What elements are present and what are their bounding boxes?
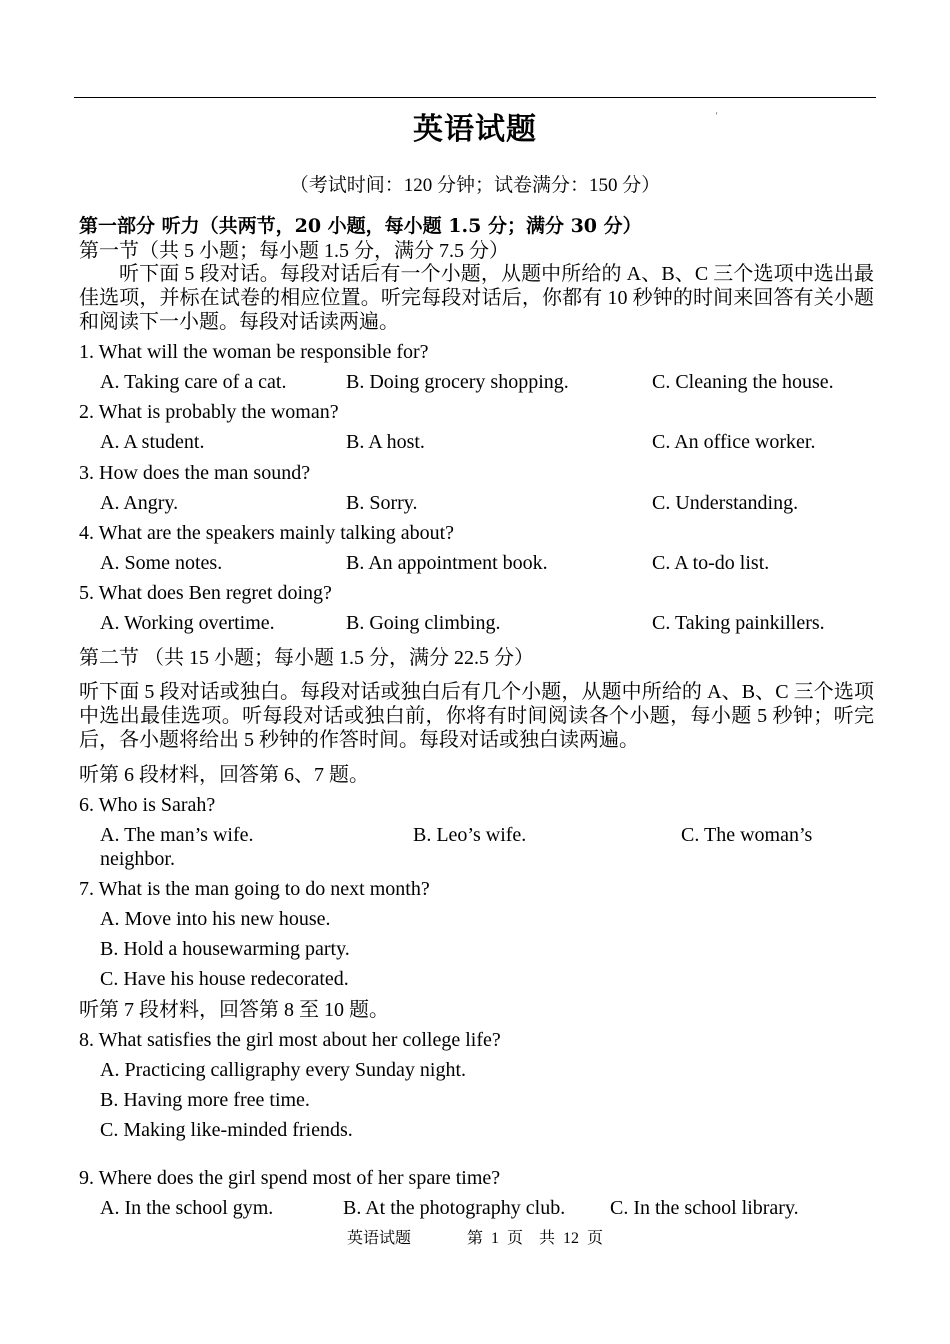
q4-option-b: B. An appointment book. <box>346 552 548 574</box>
question-5: 5. What does Ben regret doing? <box>79 582 332 604</box>
footer-title: 英语试题 <box>346 1230 411 1247</box>
q9-option-c: C. In the school library. <box>610 1197 799 1219</box>
q3-option-a: A. Angry. <box>100 492 179 514</box>
q6-option-c: C. The woman’s <box>681 824 813 846</box>
question-3: 3. How does the man sound? <box>79 462 311 484</box>
q3-option-b: B. Sorry. <box>346 492 418 514</box>
section2-heading: 第二节 （共 15 小题；每小题 1.5 分，满分 22.5 分） <box>79 647 534 669</box>
q7-option-b: B. Hold a housewarming party. <box>100 938 350 960</box>
q5-option-b: B. Going climbing. <box>346 612 501 634</box>
q9-option-a: A. In the school gym. <box>100 1197 274 1219</box>
q8-option-a: A. Practicing calligraphy every Sunday night. <box>100 1059 467 1081</box>
question-1: 1. What will the woman be responsible for? <box>79 341 429 363</box>
question-2: 2. What is probably the woman? <box>79 401 339 423</box>
part1-heading: 第一部分 听力（共两节，20 小题，每小题 1.5 分；满分 30 分） <box>79 215 642 237</box>
top-rule <box>74 97 876 98</box>
page-footer <box>0 1227 950 1251</box>
q8-option-c: C. Making like-minded friends. <box>100 1119 353 1141</box>
q7-option-a: A. Move into his new house. <box>100 908 331 930</box>
q6-option-c-continued: neighbor. <box>100 848 175 870</box>
q5-option-a: A. Working overtime. <box>100 612 275 634</box>
q2-option-b: B. A host. <box>346 431 425 453</box>
q3-option-c: C. Understanding. <box>652 492 799 514</box>
q4-option-a: A. Some notes. <box>100 552 223 574</box>
q4-option-c: C. A to-do list. <box>652 552 770 574</box>
q9-option-b: B. At the photography club. <box>343 1197 566 1219</box>
question-9: 9. Where does the girl spend most of her spare time? <box>79 1167 501 1189</box>
tick-mark: ' <box>716 111 718 120</box>
question-4: 4. What are the speakers mainly talking about? <box>79 522 455 544</box>
q6-option-b: B. Leo’s wife. <box>413 824 527 846</box>
material-6-note: 听第 6 段材料，回答第 6、7 题。 <box>79 764 369 786</box>
q8-option-b: B. Having more free time. <box>100 1089 310 1111</box>
q7-option-c: C. Have his house redecorated. <box>100 968 349 990</box>
exam-info: （考试时间：120 分钟；试卷满分：150 分） <box>289 175 661 196</box>
section1-instructions: 听下面 5 段对话。每段对话后有一个小题，从题中所给的 A、B、C 三个选项中选出最佳选项，并标在试卷的相应位置。听完每段对话后，你都有 10 秒钟的时间来回答有关小题和阅读下一小题。每段对话读两遍。 <box>79 263 874 333</box>
section2-instructions: 听下面 5 段对话或独白。每段对话或独白后有几个小题，从题中所给的 A、B、C 三个选项中选出最佳选项。听每段对话或独白前，你将有时间阅读各个小题，每小题 5 秒钟；听完后，各小题将给出 5 秒钟的作答时间。每段对话或独白读两遍。 <box>79 681 874 751</box>
q5-option-c: C. Taking painkillers. <box>652 612 825 634</box>
material-7-note: 听第 7 段材料，回答第 8 至 10 题。 <box>79 999 389 1021</box>
page-title: 英语试题 <box>413 112 537 147</box>
question-7: 7. What is the man going to do next month? <box>79 878 430 900</box>
q2-option-a: A. A student. <box>100 431 205 453</box>
q1-option-b: B. Doing grocery shopping. <box>346 371 569 393</box>
question-8: 8. What satisfies the girl most about her college life? <box>79 1029 501 1051</box>
q1-option-a: A. Taking care of a cat. <box>100 371 287 393</box>
page-number: 第 1 页 共 12 页 <box>467 1230 604 1247</box>
q2-option-c: C. An office worker. <box>652 431 816 453</box>
question-6: 6. Who is Sarah? <box>79 794 216 816</box>
q1-option-c: C. Cleaning the house. <box>652 371 834 393</box>
q6-option-a: A. The man’s wife. <box>100 824 254 846</box>
section1-heading: 第一节（共 5 小题；每小题 1.5 分，满分 7.5 分） <box>79 240 509 262</box>
